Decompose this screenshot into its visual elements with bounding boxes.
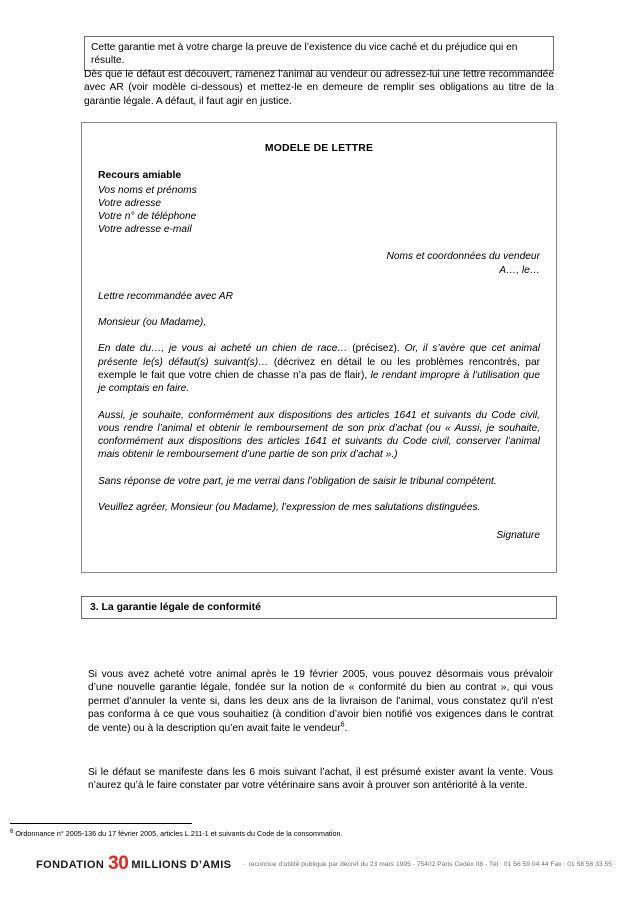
- letter-paragraph-2: Aussi, je souhaite, conformément aux dispositions des articles 1641 et suivants du Code civil, vous rendre l’animal et obtenir le remboursement de son prix d’achat (ou « Aussi, je souhaite, conformément aux dispositions des articles 1641 et suivants du Code civil, conserver l’animal mais obtenir le remboursement d’une partie de son prix d’achat ».): [98, 409, 540, 461]
- letter-closing: Veuillez agréer, Monsieur (ou Madame), l’expression de mes salutations distinguées.: [98, 502, 481, 514]
- para1-segment-c: Or, il s’avère que cet animal présente le(s) défaut(s) suivant(s)…: [98, 343, 541, 368]
- logo-word-fondation: FONDATION: [36, 859, 105, 871]
- logo-number-30: 30: [108, 853, 129, 874]
- intro-paragraph: [84, 68, 554, 108]
- footnote-separator-rule: [10, 823, 192, 824]
- footnote: [10, 829, 570, 839]
- footer-legal-line: reconnue d’utilité publique par décret du 23 mars 1995 - 75402 Paris Cedex 08 - Tél : 01 56 59 04 44 Fax : 01 58 56 33 55: [248, 860, 612, 868]
- callout-text: Cette garantie met à votre charge la preuve de l’existence du vice caché et du préjudice qui en résulte.: [91, 42, 518, 67]
- recipient-line: Noms et coordonnées du vendeur: [386, 251, 540, 263]
- section-paragraph-1: [88, 668, 553, 735]
- sender-line-address: Votre adresse: [98, 197, 162, 209]
- sender-line-email: Votre adresse e-mail: [98, 224, 192, 236]
- letter-paragraph-3: Sans réponse de votre part, je me verrai dans l’obligation de saisir le tribunal compétent.: [98, 475, 497, 487]
- footnote-text: Ordonnance n° 2005-136 du 17 février 2005, articles L.211-1 et suivants du Code de la consommation.: [15, 829, 343, 838]
- section-para1-end: .: [344, 722, 348, 734]
- section-para1-text: Si vous avez acheté votre animal après le 19 février 2005, vous pouvez désormais vous prévaloir d’une nouvelle garantie légale, fondée sur la notion de « conformité du bien au contrat », qui vous permet d’annuler la vente si, dans les deux ans de la livraison de l’animal, vous constatez qu'il n'est pas conforma à ce que vous souhaitiez (à condition d’avoir bien notifié vos exigences dans le contrat de vente) ou à la description qu’en avait faite le vendeur: [88, 669, 553, 734]
- place-date-line: A…, le…: [499, 264, 540, 276]
- warning-callout-box: [84, 36, 554, 71]
- intro-text: Dès que le défaut est découvert, ramenez l’animal au vendeur ou adressez-lui une lettre recommandée avec AR (voir modèle ci-dessous) et mettez-le en demeure de remplir ses obligations au titre de la garantie légale. A défaut, il faut agir en justice.: [84, 69, 554, 107]
- sender-line-phone: Votre n° de téléphone: [98, 211, 197, 222]
- page-footer: [0, 852, 638, 874]
- footer-dash: -: [243, 860, 246, 868]
- para1-segment-a: En date du…, je vous ai acheté un chien de race…: [98, 343, 353, 355]
- sender-block: [98, 184, 540, 237]
- sender-line-name: Vos noms et prénoms: [98, 184, 197, 196]
- registered-mail-line: Lettre recommandée avec AR: [98, 290, 233, 302]
- letter-paragraph-1: [98, 342, 540, 395]
- logo-word-millions-damis: MILLIONS D’AMIS: [131, 859, 232, 871]
- para1-segment-d: (décrivez en détail le ou les problèmes rencontrés, par exemple le fait que votre chien de chasse n’a pas de flair),: [98, 356, 540, 381]
- footnote-reference-marker: 6: [340, 721, 345, 729]
- letter-title: MODELE DE LETTRE: [264, 143, 374, 154]
- section-paragraph-2: [88, 766, 553, 793]
- footer-legal-text: [243, 861, 612, 868]
- letter-heading: Recours amiable: [98, 170, 182, 182]
- recipient-block: [98, 250, 540, 276]
- section-para2-text: Si le défaut se manifeste dans les 6 mois suivant l’achat, il est présumé exister avant la vente. Vous n’aurez qu’à le faire constater par votre vétérinaire sans avoir à prouver son antériorité à la vente.: [88, 767, 553, 792]
- signature-line: Signature: [496, 530, 540, 542]
- section-heading-text: 3. La garantie légale de conformité: [90, 602, 261, 613]
- footnote-marker: 6: [10, 828, 14, 835]
- foundation-logo: [36, 852, 231, 874]
- letter-salutation: Monsieur (ou Madame),: [98, 317, 207, 329]
- section-heading-box: [81, 596, 557, 619]
- para1-segment-b: (précisez).: [352, 343, 405, 355]
- model-letter-box: [81, 122, 557, 573]
- para1-segment-e: le rendant impropre à l’utilisation que je comptais en faire.: [98, 370, 540, 395]
